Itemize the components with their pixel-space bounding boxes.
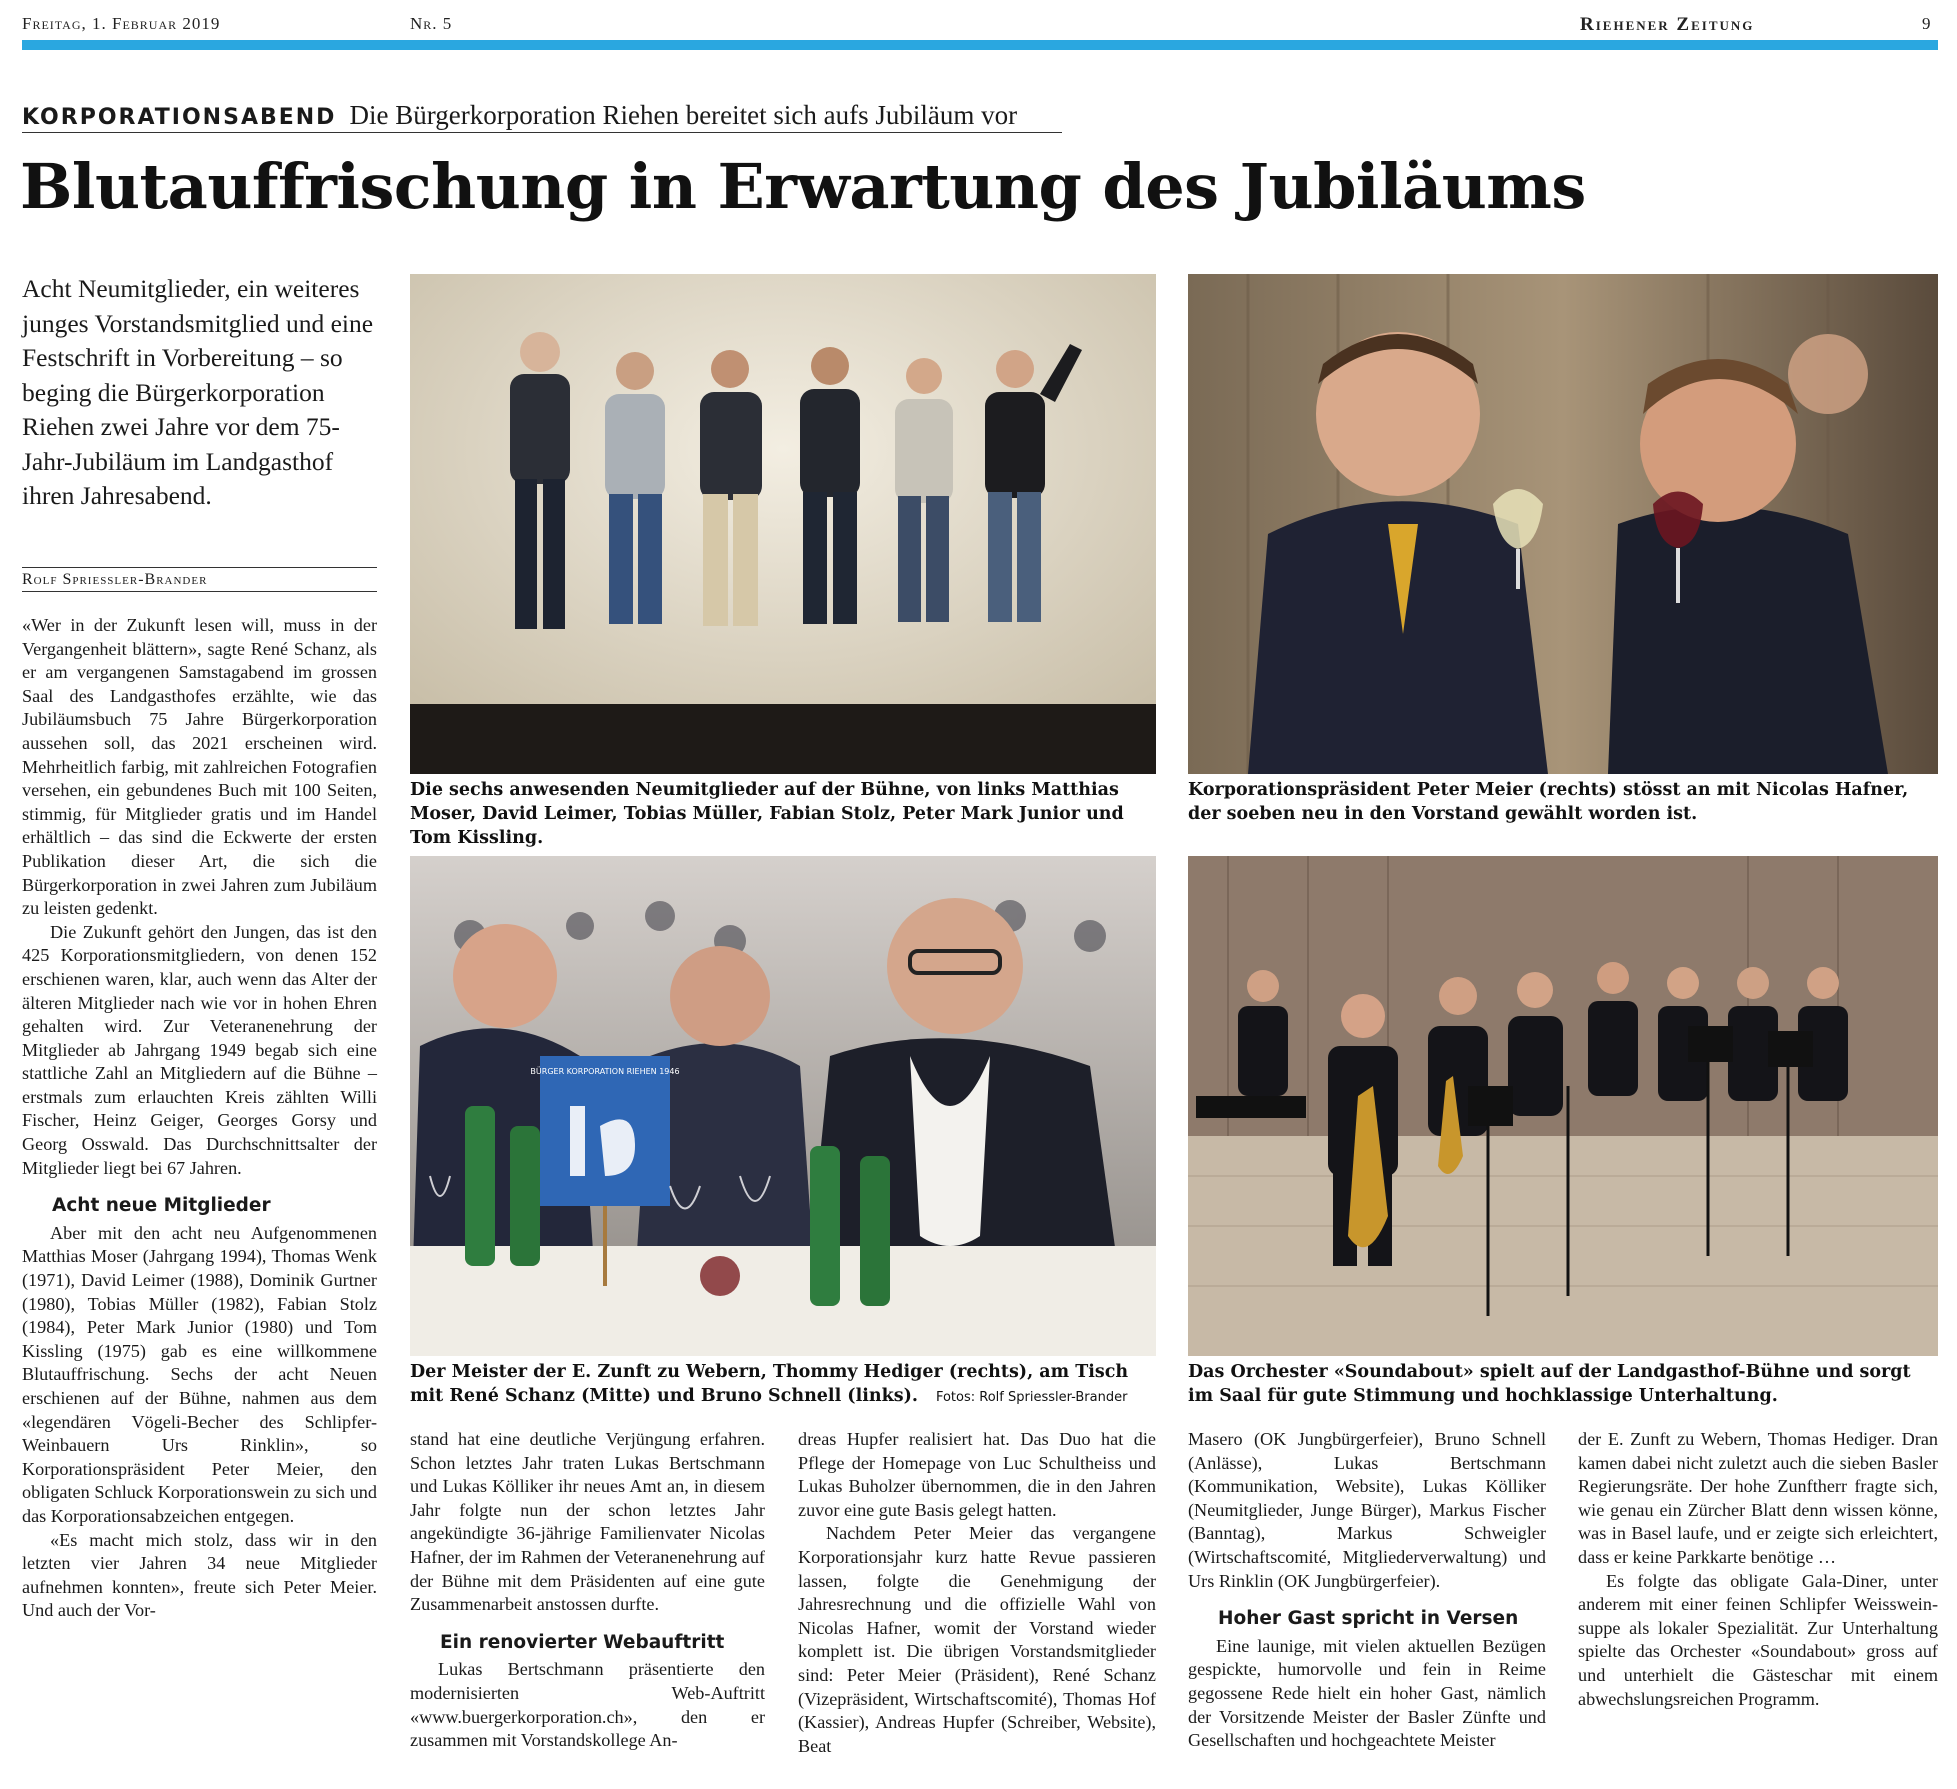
issue-date: Freitag, 1. Februar 2019 <box>22 14 221 33</box>
kicker-tag: KORPORATIONSABEND <box>22 105 337 130</box>
article-column-5 <box>1578 1428 1938 1711</box>
article-column-3 <box>798 1428 1156 1758</box>
headline: Blutauffrischung in Erwartung des Jubiläums <box>20 150 1586 223</box>
masthead <box>22 10 1938 54</box>
paragraph: Aber mit den acht neu Aufgenommenen Matthias Moser (Jahrgang 1994), Thomas Wenk (1971), David Leimer (1988), Dominik Gurtner (1980), Tobias Müller (1982), Fabian Stolz (1984), Peter Mark Junior (1980) und Tom Kissling (1975) gab es eine willkommene Blutauffrischung. Sechs der acht Neuen erschienen auf der Bühne, nahmen aus dem «legendären Vögeli-Becher des Schlipfer-Weinbauern Urs Rinklin», so Korporationspräsident Peter Meier, den obligaten Schluck Korporationswein zu sich und das Korporationsabzeichen entgegen. <box>22 1222 377 1526</box>
paragraph: Eine launige, mit vielen aktuellen Bezügen gespickte, humorvolle und fein in Reime gegossene Rede hielt ein hoher Gast, nämlich der Vorsitzende Meister der Basler Zünfte und Gesellschaften und hochgeachtete Meister <box>1188 1635 1546 1751</box>
photo-caption <box>410 1360 1156 1410</box>
page-number: 9 <box>1922 14 1932 33</box>
paragraph: Lukas Bertschmann präsentierte den modernisierten Web-Auftritt «www.buergerkorporation.ch», den er zusammen mit Vorstandskollege An- <box>410 1659 765 1751</box>
article-column-2 <box>410 1428 765 1753</box>
article-column-4 <box>1188 1428 1546 1753</box>
subheading: Ein renovierter Webauftritt <box>440 1631 725 1653</box>
paragraph: der E. Zunft zu Webern, Thomas Hediger. Dran kamen dabei nicht zuletzt auch die sieben Basler Regierungsräte. Der hohe Zunftherr fragte sich, wie genau ein Zürcher Blatt denn wissen könne, was in Basel laufe, und er zeigte sich erleichtert, dass er keine Parkkarte benötige … <box>1578 1429 1938 1567</box>
photo-caption: Das Orchester «Soundabout» spielt auf der Landgasthof-Bühne und sorgt im Saal für gute Stimmung und hochklassige Unterhaltung. <box>1188 1362 1911 1406</box>
newspaper-name: Riehener Zeitung <box>1580 14 1755 35</box>
photo-toast <box>1188 274 1938 774</box>
issue-number: Nr. 5 <box>410 14 453 33</box>
kicker-subtitle: Die Bürgerkorporation Riehen bereitet sich aufs Jubiläum vor <box>349 100 1018 130</box>
masthead-rule <box>22 40 1938 50</box>
photo-caption: Die sechs anwesenden Neumitglieder auf der Bühne, von links Matthias Moser, David Leimer, Tobias Müller, Fabian Stolz, Peter Mark Junior und Tom Kissling. <box>410 780 1124 848</box>
photo-new-members <box>410 274 1156 774</box>
paragraph: dreas Hupfer realisiert hat. Das Duo hat die Pflege der Homepage von Luc Schultheiss und Lukas Buholzer übernommen, die in den Jahren zuvor eine gute Basis gelegt hatten. <box>798 1429 1156 1520</box>
kicker-line <box>22 100 1062 133</box>
photo-credit: Fotos: Rolf Spriessler-Brander <box>935 1390 1128 1405</box>
paragraph: Masero (OK Jungbürgerfeier), Bruno Schnell (Anlässe), Lukas Bertschmann (Kommunikation, Website), Lukas Kölliker (Neumitglieder, Junge Bürger), Markus Fischer (Banntag), Markus Schweigler (Wirtschaftscomité, Mitgliederverwaltung) und Urs Rinklin (OK Jungbürgerfeier). <box>1188 1429 1546 1591</box>
byline: Rolf Spriessler-Brander <box>22 567 377 592</box>
table-banner-text: BÜRGER KORPORATION RIEHEN 1946 <box>530 1067 680 1076</box>
paragraph: «Wer in der Zukunft lesen will, muss in der Vergangenheit blättern», sagte René Schanz, als er am vergangenen Samstagabend im grossen Saal des Landgasthofes erzählte, wie das Jubiläumsbuch 75 Jahre Bürgerkorporation aussehen soll, das 2021 erscheinen wird. Mehrheitlich farbig, mit zahlreichen Fotografien versehen, ein gebundenes Buch mit 100 Seiten, stimmig, für Mitglieder gratis und im Handel erhältlich – das sind die Eckwerte der ersten Publikation dieser Art, die sich die Bürgerkorporation in zwei Jahren zum Jubiläum zu leisten gedenkt. <box>22 615 377 919</box>
paragraph: Es folgte das obligate Gala-Diner, unter anderem mit einer feinen Schlipfer Weissweinsuppe als lokaler Spezialität. Zur Unterhaltung spielte das Orchester «Soundabout» gross auf und unterhielt die Gästeschar mit einem abwechslungsreichen Programm. <box>1578 1570 1938 1709</box>
photo-caption: Korporationspräsident Peter Meier (rechts) stösst an mit Nicolas Hafner, der soeben neu in den Vorstand gewählt worden ist. <box>1188 780 1909 824</box>
caption-text: Der Meister der E. Zunft zu Webern, Thommy Hediger (rechts), am Tisch mit René Schanz (Mitte) und Bruno Schnell (links). <box>410 1362 1129 1406</box>
lead-paragraph: Acht Neumitglieder, ein weiteres junges Vorstandsmitglied und eine Festschrift in Vorbereitung – so beging die Bürgerkorporation Riehen zwei Jahre vor dem 75-Jahr-Jubiläum im Landgasthof ihren Jahresabend. <box>22 274 374 510</box>
paragraph: Nachdem Peter Meier das vergangene Korporationsjahr kurz hatte Revue passieren lassen, folgte die Genehmigung der Jahresrechnung und die offizielle Wahl von Nicolas Hafner, womit der Vorstand wieder komplett ist. Die übrigen Vorstandsmitglieder sind: Peter Meier (Präsident), René Schanz (Vizepräsident, Wirtschaftscomité), Thomas Hof (Kassier), Andreas Hupfer (Schreiber, Website), Beat <box>798 1523 1156 1756</box>
paragraph: Die Zukunft gehört den Jungen, das ist den 425 Korporationsmitgliedern, von denen 152 erschienen waren, klar, auch wenn das Alter der älteren Mitglieder nach wie vor in hohen Ehren gehalten wird. Zur Veteranenehrung der Mitglieder ab Jahrgang 1949 begab sich eine stattliche Zahl an Mitgliedern auf die Bühne – erstmals zum erlauchten Kreis zählten Willi Fischer, Heinz Geiger, Georges Gorsy und Georg Osswald. Das Durchschnittsalter der Mitglieder liegt bei 67 Jahren. <box>22 921 377 1178</box>
subheading: Hoher Gast spricht in Versen <box>1218 1608 1519 1630</box>
article-column-1 <box>22 614 377 1623</box>
photo-orchestra <box>1188 856 1938 1356</box>
subheading: Acht neue Mitglieder <box>52 1195 271 1217</box>
paragraph: «Es macht mich stolz, dass wir in den letzten vier Jahren 34 neue Mitglieder aufnehmen konnten», freute sich Peter Meier. Und auch der Vor- <box>22 1529 377 1621</box>
photo-dinner-table <box>410 856 1156 1356</box>
paragraph: stand hat eine deutliche Verjüngung erfahren. Schon letztes Jahr traten Lukas Bertschmann und Lukas Kölliker ihr neues Amt an, in diesem Jahr folgte nun der schon letztes Jahr angekündigte 36-jährige Familienvater Nicolas Hafner, der im Rahmen der Veteranenehrung auf der Bühne mit dem Präsidenten auf eine gute Zusammenarbeit anstossen durfte. <box>410 1429 765 1615</box>
